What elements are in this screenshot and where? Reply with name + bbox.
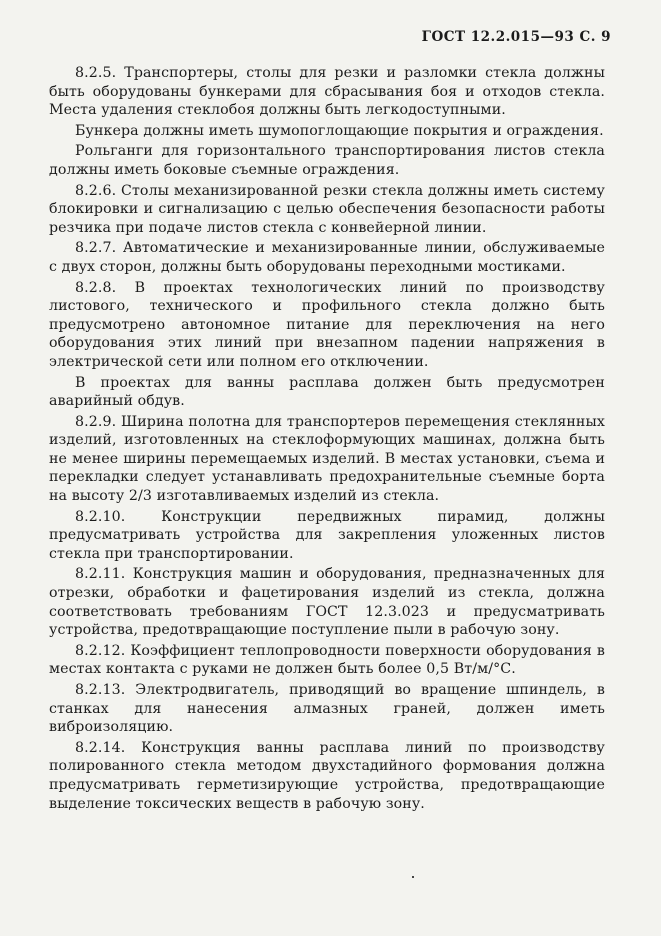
paragraph-rollers: Рольганги для горизонтального транспортирования листов стекла должны иметь боковые съемные ограждения. bbox=[49, 143, 605, 178]
paragraph-8-2-6: 8.2.6. Столы механизированной резки стекла должны иметь систему блокировки и сигнализацию с целью обеспечения безопасности работы резчика при подаче листов стекла с конвейерной линии. bbox=[49, 182, 605, 236]
paragraph-8-2-10: 8.2.10. Конструкции передвижных пирамид, должны предусматривать устройства для закрепления уложенных листов стекла при транспортировании. bbox=[49, 508, 605, 562]
paragraph-bunkers: Бункера должны иметь шумопоглощающие покрытия и ограждения. bbox=[75, 122, 604, 139]
paragraph-8-2-11: 8.2.11. Конструкция машин и оборудования, предназначенных для отрезки, обработки и фацетирования изделий из стекла, должна соответствовать требованиям ГОСТ 12.3.023 и предусматривать устройства, предотвращающие поступление пыли в рабочую зону. bbox=[49, 566, 605, 639]
paragraph-bath-blowing: В проектах для ванны расплава должен быть предусмотрен аварийный обдув. bbox=[49, 374, 605, 410]
document-body bbox=[49, 64, 605, 815]
page-speck bbox=[412, 876, 414, 878]
paragraph-8-2-8: 8.2.8. В проектах технологических линий по производству листового, технического и профильного стекла должно быть предусмотрено автономное питание для переключения на него оборудования этих линий при внезапном падении напряжения в электрической сети или полном его отключении. bbox=[49, 279, 605, 370]
paragraph-8-2-14: 8.2.14. Конструкция ванны расплава линий по производству полированного стекла методом двухстадийного формования должна предусматривать герметизирующие устройства, предотвращающие выделение токсических веществ в рабочую зону. bbox=[49, 739, 605, 812]
paragraph-8-2-9: 8.2.9. Ширина полотна для транспортеров перемещения стеклянных изделий, изготовленных на стеклоформующих машинах, должна быть не менее ширины перемещаемых изделий. В местах установки, съема и перекладки следует устанавливать предохранительные съемные борта на высоту 2/3 изготавливаемых изделий из стекла. bbox=[49, 413, 605, 505]
paragraph-8-2-13: 8.2.13. Электродвигатель, приводящий во вращение шпиндель, в станках для нанесения алмазных граней, должен иметь виброизоляцию. bbox=[49, 682, 605, 736]
paragraph-8-2-7: 8.2.7. Автоматические и механизированные линии, обслуживаемые с двух сторон, должны быть оборудованы переходными мостиками. bbox=[49, 240, 605, 275]
page-header: ГОСТ 12.2.015—93 С. 9 bbox=[421, 29, 611, 45]
paragraph-8-2-12: 8.2.12. Коэффициент теплопроводности поверхности оборудования в местах контакта с руками не должен быть более 0,5 Вт/м/°С. bbox=[49, 642, 605, 678]
paragraph-8-2-5: 8.2.5. Транспортеры, столы для резки и разломки стекла должны быть оборудованы бункерами для сбрасывания боя и отходов стекла. Места удаления стеклобоя должны быть легкодоступными. bbox=[49, 65, 605, 119]
